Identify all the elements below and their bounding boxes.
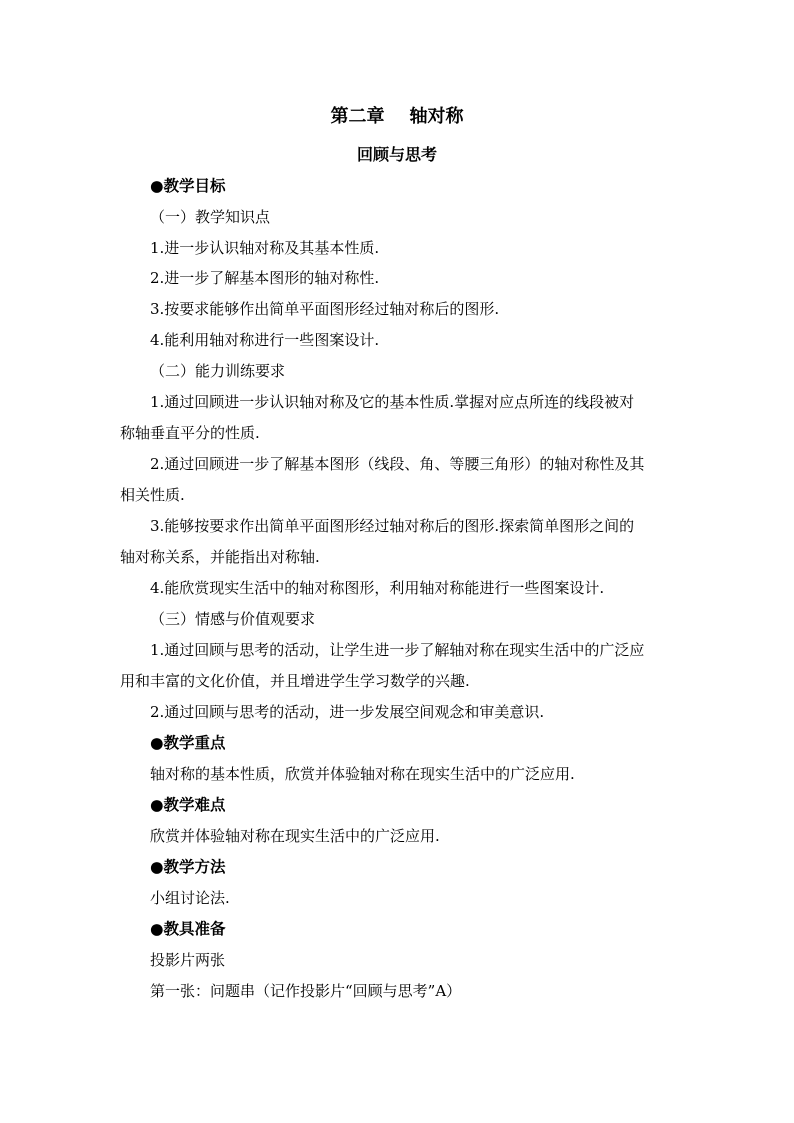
paragraph-line: 称轴垂直平分的性质.	[120, 424, 260, 442]
paragraph-line: 1.进一步认识轴对称及其基本性质.	[150, 239, 380, 257]
paragraph-line: 轴对称关系，并能指出对称轴.	[120, 548, 320, 566]
heading-key-points: ●教学重点	[150, 733, 226, 752]
paragraph-line: 第一张：问题串（记作投影片“回顾与思考”A）	[150, 982, 462, 1000]
section-subtitle: 回顾与思考	[356, 145, 437, 164]
paragraph-line: 轴对称的基本性质，欣赏并体验轴对称在现实生活中的广泛应用.	[150, 765, 575, 783]
paragraph-line: 相关性质.	[120, 486, 185, 504]
heading-methods: ●教学方法	[150, 857, 226, 876]
paragraph-line: 3.能够按要求作出简单平面图形经过轴对称后的图形.探索简单图形之间的	[150, 517, 635, 535]
paragraph-line: 欣赏并体验轴对称在现实生活中的广泛应用.	[150, 827, 440, 845]
chapter-title: 第二章 轴对称	[330, 106, 464, 127]
paragraph-line: 用和丰富的文化价值，并且增进学生学习数学的兴趣.	[120, 672, 470, 690]
paragraph-line: 2.通过回顾进一步了解基本图形（线段、角、等腰三角形）的轴对称性及其	[150, 455, 645, 473]
heading-materials: ●教具准备	[150, 919, 226, 938]
paragraph-line: 1.通过回顾进一步认识轴对称及它的基本性质.掌握对应点所连的线段被对	[150, 393, 635, 411]
paragraph-line: 4.能利用轴对称进行一些图案设计.	[150, 331, 380, 349]
subheading-values: （三）情感与价值观要求	[150, 610, 316, 628]
paragraph-line: 4.能欣赏现实生活中的轴对称图形，利用轴对称能进行一些图案设计.	[150, 579, 605, 597]
heading-difficulties: ●教学难点	[150, 795, 226, 814]
paragraph-line: 3.按要求能够作出简单平面图形经过轴对称后的图形.	[150, 300, 500, 318]
subheading-ability: （二）能力训练要求	[150, 362, 286, 380]
heading-teaching-goals: ●教学目标	[150, 176, 226, 195]
subheading-knowledge: （一）教学知识点	[150, 208, 271, 226]
paragraph-line: 2.通过回顾与思考的活动，进一步发展空间观念和审美意识.	[150, 703, 545, 721]
paragraph-line: 小组讨论法.	[150, 889, 230, 907]
paragraph-line: 2.进一步了解基本图形的轴对称性.	[150, 269, 380, 287]
paragraph-line: 投影片两张	[150, 951, 226, 969]
paragraph-line: 1.通过回顾与思考的活动，让学生进一步了解轴对称在现实生活中的广泛应	[150, 641, 645, 659]
